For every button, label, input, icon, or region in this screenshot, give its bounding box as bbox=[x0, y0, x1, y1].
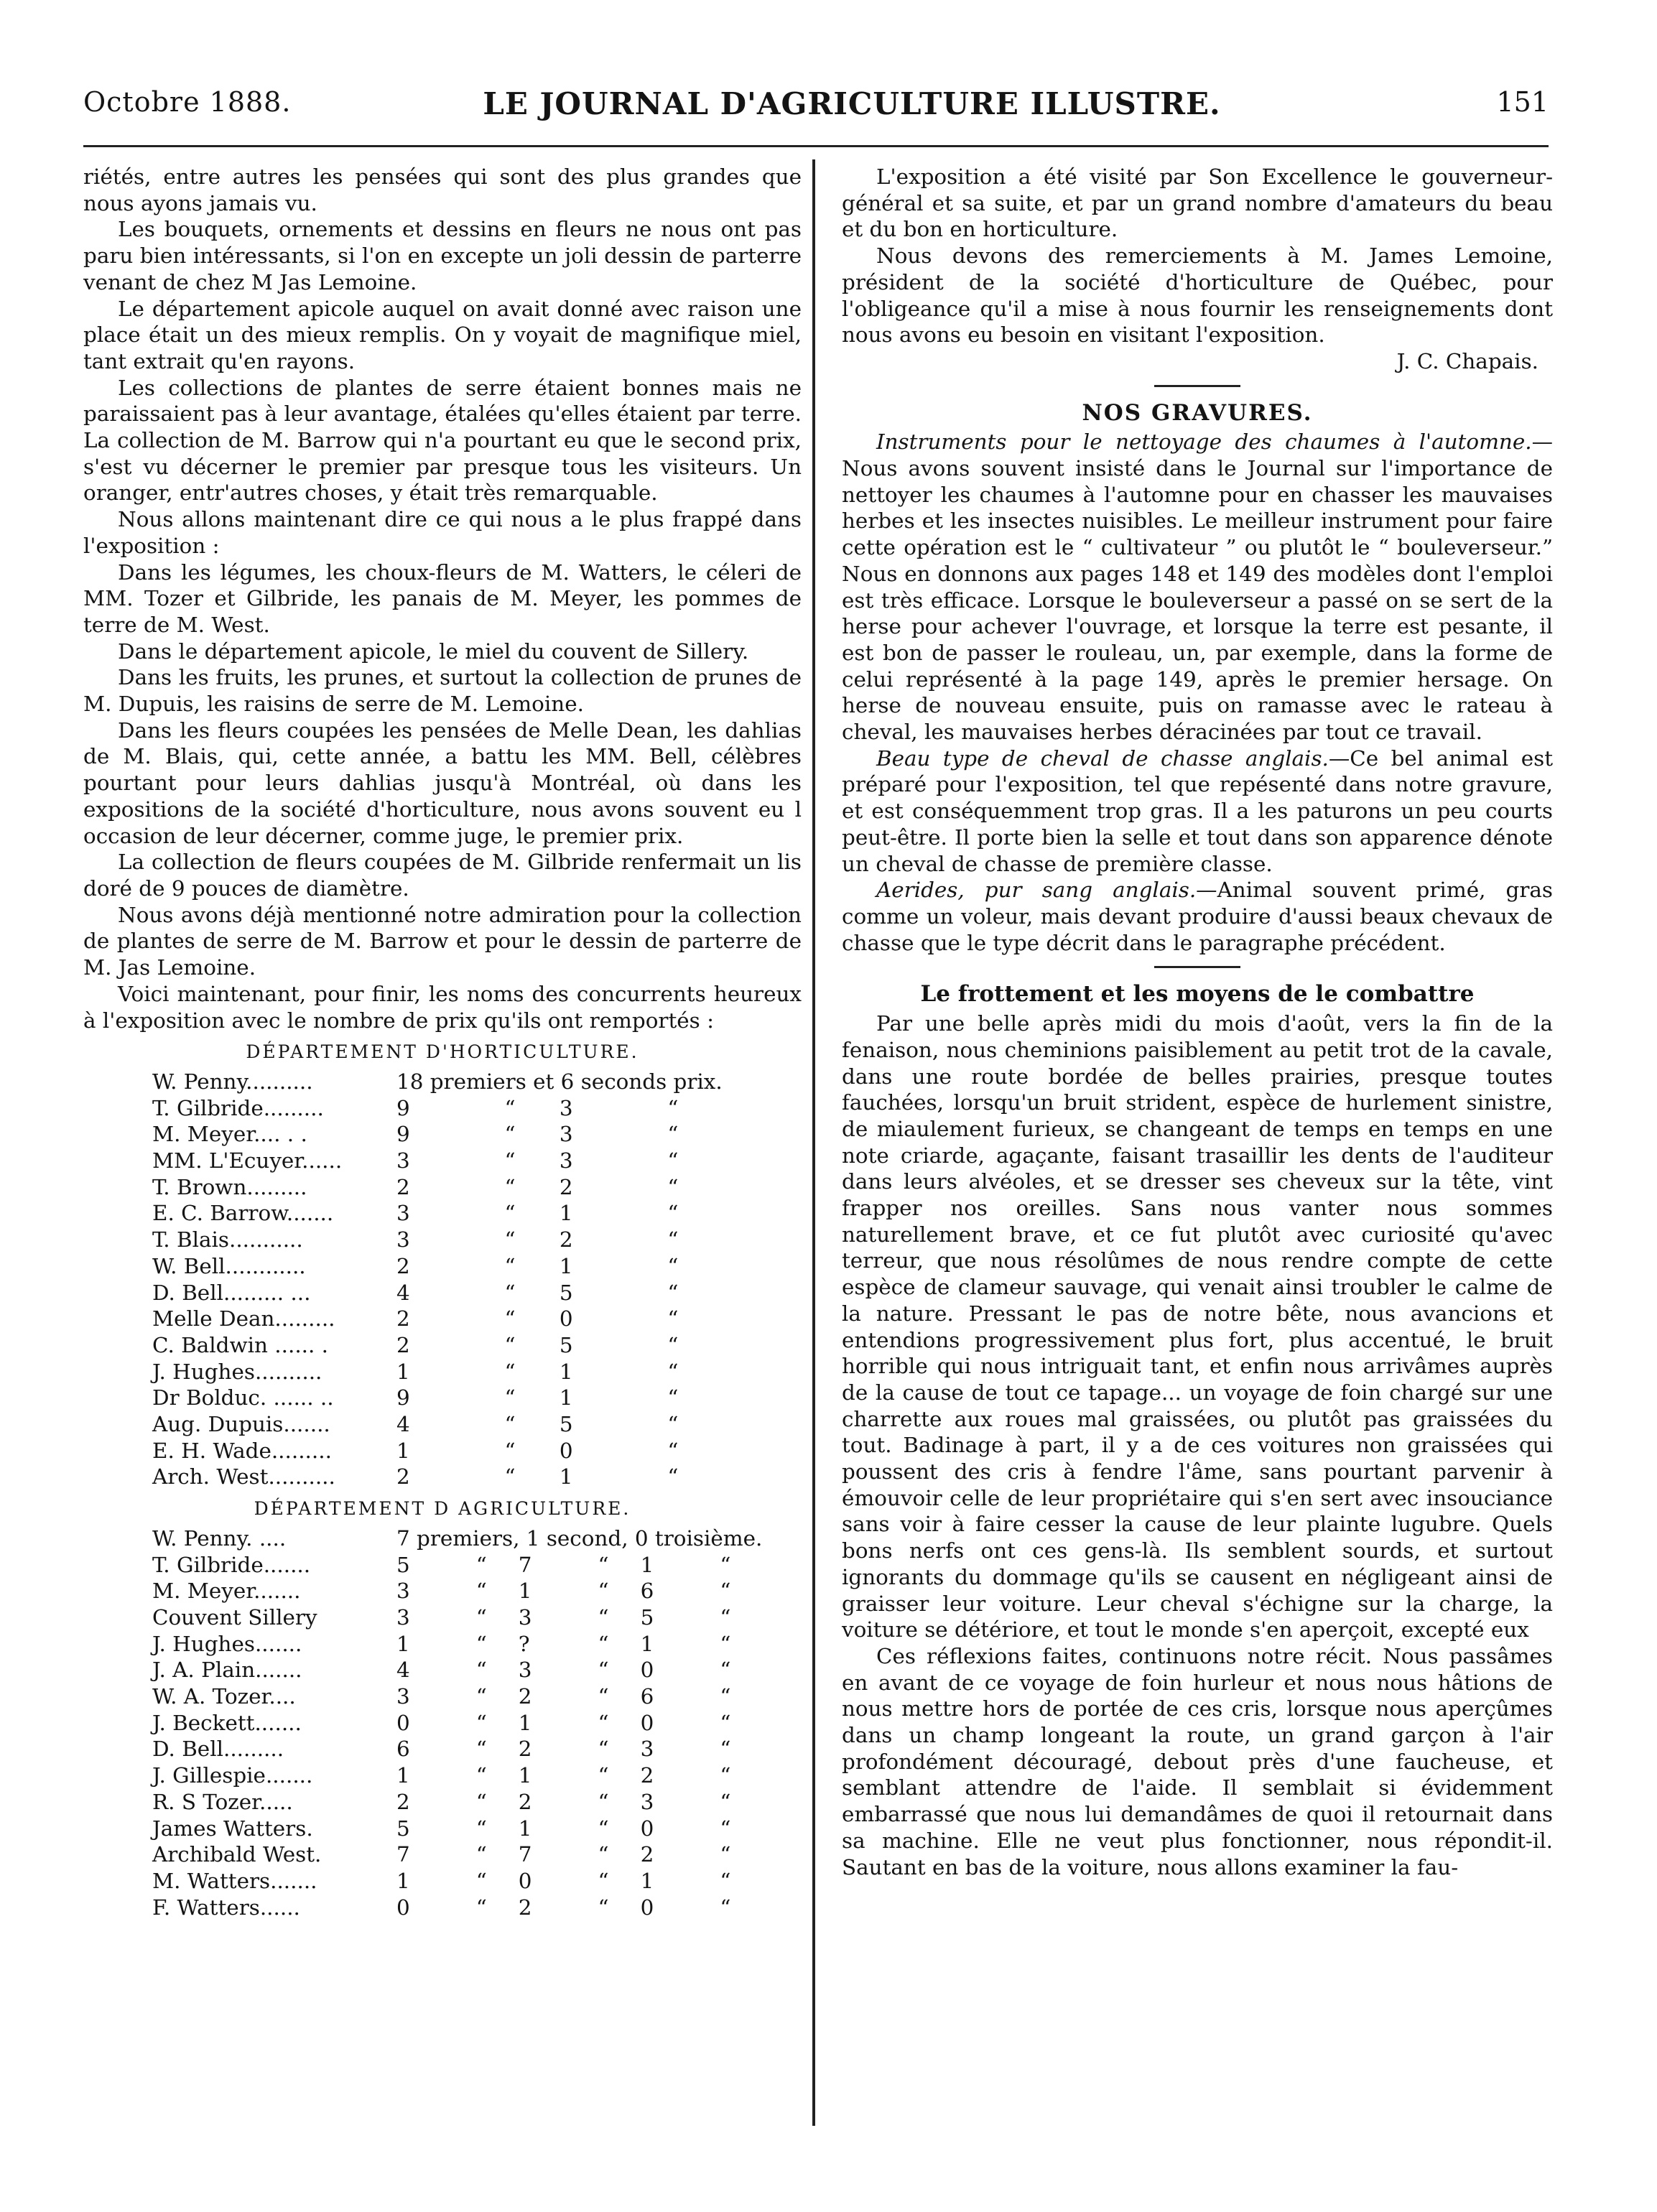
page-header bbox=[83, 86, 1549, 129]
signature: J. C. Chapais. bbox=[1396, 348, 1538, 373]
ditto-mark: “ bbox=[598, 1789, 609, 1814]
section-separator bbox=[1154, 966, 1240, 968]
prize-count: 0 bbox=[396, 1710, 410, 1735]
paragraph: Dans le département apicole, le miel du couvent de Sillery. bbox=[118, 638, 749, 664]
prize-count: 3 bbox=[396, 1148, 410, 1174]
ditto-mark: “ bbox=[667, 1332, 679, 1357]
prize-count: 5 bbox=[640, 1604, 654, 1630]
ditto-mark: “ bbox=[598, 1604, 609, 1630]
prize-count: 0 bbox=[640, 1816, 654, 1841]
prize-count: 6 bbox=[640, 1579, 654, 1604]
ditto-mark: “ bbox=[720, 1579, 731, 1604]
ditto-mark: “ bbox=[504, 1227, 516, 1253]
winner-name: J. Hughes.......... bbox=[152, 1359, 322, 1384]
winner-name: Aug. Dupuis....... bbox=[152, 1412, 330, 1437]
winner-name: W. A. Tozer.... bbox=[152, 1684, 296, 1709]
prize-count: 1 bbox=[396, 1438, 410, 1463]
winner-name: J. Gillespie....... bbox=[152, 1763, 313, 1788]
ditto-mark: “ bbox=[720, 1763, 731, 1788]
table-row bbox=[152, 1683, 762, 1710]
prize-count: 3 bbox=[396, 1604, 410, 1630]
winner-name: W. Penny. .... bbox=[152, 1525, 287, 1551]
prize-count: 3 bbox=[559, 1095, 573, 1120]
table-row bbox=[152, 1762, 762, 1789]
table-row bbox=[152, 1411, 723, 1438]
table-row bbox=[152, 1841, 762, 1868]
table-row bbox=[152, 1227, 723, 1253]
paragraph: Les bouquets, ornements et dessins en fleurs ne nous ont pas paru bien intéressants, si l'on en excepte un joli dessin de parterre venant de chez M Jas Lemoine. bbox=[83, 217, 802, 294]
prize-count: 0 bbox=[559, 1306, 573, 1332]
ditto-mark: “ bbox=[720, 1658, 731, 1683]
prize-count: 3 bbox=[396, 1201, 410, 1226]
ditto-mark: “ bbox=[475, 1789, 487, 1814]
gravures-title: NOS GRAVURES. bbox=[1082, 399, 1313, 426]
prize-count: 0 bbox=[518, 1869, 532, 1893]
right-column bbox=[842, 164, 1553, 1880]
prize-count: 3 bbox=[518, 1658, 532, 1683]
table-row bbox=[152, 1332, 723, 1359]
table-row bbox=[152, 1095, 723, 1122]
prize-count: 2 bbox=[396, 1464, 410, 1490]
prize-count: 1 bbox=[559, 1201, 573, 1226]
ditto-mark: “ bbox=[720, 1789, 731, 1814]
ditto-mark: “ bbox=[598, 1816, 609, 1841]
winner-name: J. Beckett....... bbox=[152, 1710, 302, 1735]
paragraph: Dans les fleurs coupées les pensées de Melle Dean, les dahlias de M. Blais, qui, cette année, a battu les MM. Bell, célèbres pourtant pour leurs dahlias jusqu'à Montréal, où dans les expositions de la société d'horticulture, nous avons souvent eu l occasion de leur décerner, comme juge, le premier prix. bbox=[83, 717, 802, 848]
agriculture-table bbox=[152, 1525, 762, 1921]
table-row bbox=[152, 1359, 723, 1385]
paragraph: Le département apicole auquel on avait donné avec raison une place était un des mieux remplis. On y voyait de magnifique miel, tant extrait qu'en rayons. bbox=[83, 296, 802, 373]
prize-count: 5 bbox=[396, 1552, 410, 1577]
table-row bbox=[152, 1200, 723, 1227]
ditto-mark: “ bbox=[720, 1684, 731, 1709]
prize-count: 2 bbox=[518, 1895, 532, 1920]
paragraph: Voici maintenant, pour finir, les noms des concurrents heureux à l'exposition avec le nombre de prix qu'ils ont remportés : bbox=[83, 981, 802, 1033]
winner-name: W. Bell............ bbox=[152, 1253, 306, 1278]
prize-count: 4 bbox=[396, 1412, 410, 1437]
ditto-mark: “ bbox=[475, 1579, 487, 1604]
prize-count: 5 bbox=[396, 1816, 410, 1841]
prize-count: 4 bbox=[396, 1658, 410, 1683]
ditto-mark: “ bbox=[667, 1253, 679, 1278]
prize-count: 6 bbox=[640, 1684, 654, 1709]
winner-name: M. Meyer....... bbox=[152, 1579, 301, 1604]
ditto-mark: “ bbox=[504, 1148, 516, 1174]
paragraph-title: Instruments pour le nettoyage des chaumes à l'automne. bbox=[876, 429, 1532, 455]
table-row bbox=[152, 1789, 762, 1816]
prize-count: 1 bbox=[396, 1763, 410, 1788]
prize-count: 1 bbox=[396, 1631, 410, 1656]
ditto-mark: “ bbox=[475, 1631, 487, 1656]
winner-name: Couvent Sillery bbox=[152, 1604, 317, 1630]
ditto-mark: “ bbox=[475, 1604, 487, 1630]
winner-name: Arch. West.......... bbox=[152, 1464, 335, 1490]
winner-name: F. Watters...... bbox=[152, 1895, 300, 1920]
prize-count: 9 bbox=[396, 1122, 410, 1147]
ditto-mark: “ bbox=[667, 1438, 679, 1463]
winner-name: J. Hughes....... bbox=[152, 1631, 302, 1656]
paragraph bbox=[842, 745, 1553, 878]
prize-count: 3 bbox=[518, 1604, 532, 1630]
ditto-mark: “ bbox=[667, 1280, 679, 1305]
prize-count: 0 bbox=[640, 1658, 654, 1683]
paragraph: Ces réflexions faites, continuons notre récit. Nous passâmes en avant de ce voyage de foin hurleur et nous nous hâtions de nous mettre hors de portée de ces cris, lorsque nous aperçûmes dans un champ longeant la route, un grand garçon à l'air profondément découragé, debout près d'une faucheuse, et semblant attendre de l'aide. Il semblait si évidemment embarrassé que nous lui demandâmes de quoi il retournait dans sa machine. Elle ne veut plus fonctionner, nous répondit-il. Sautant en bas de la voiture, nous allons examiner la fau- bbox=[842, 1643, 1553, 1879]
winner-name: J. A. Plain....... bbox=[152, 1658, 302, 1683]
ditto-mark: “ bbox=[475, 1552, 487, 1577]
winner-name: Melle Dean......... bbox=[152, 1306, 335, 1332]
ditto-mark: “ bbox=[598, 1684, 609, 1709]
prize-summary: 7 premiers, 1 second, 0 troisième. bbox=[396, 1525, 763, 1551]
ditto-mark: “ bbox=[667, 1122, 679, 1147]
prize-count: 7 bbox=[396, 1842, 410, 1867]
prize-count: 3 bbox=[396, 1227, 410, 1253]
ditto-mark: “ bbox=[720, 1895, 731, 1920]
table-row bbox=[152, 1464, 723, 1490]
header-rule bbox=[83, 145, 1549, 147]
prize-count: 5 bbox=[559, 1280, 573, 1305]
prize-count: 2 bbox=[396, 1253, 410, 1278]
winner-name: M. Meyer.... . . bbox=[152, 1122, 307, 1147]
ditto-mark: “ bbox=[504, 1122, 516, 1147]
prize-count: 2 bbox=[396, 1306, 410, 1332]
paragraph: Nous allons maintenant dire ce qui nous a le plus frappé dans l'exposition : bbox=[83, 507, 802, 558]
header-date: Octobre 1888. bbox=[83, 86, 292, 118]
prize-count: 3 bbox=[640, 1789, 654, 1814]
paragraph: La collection de fleurs coupées de M. Gilbride renfermait un lis doré de 9 pouces de diamètre. bbox=[83, 850, 802, 901]
ditto-mark: “ bbox=[598, 1579, 609, 1604]
table-row bbox=[152, 1306, 723, 1332]
prize-count: ? bbox=[518, 1631, 530, 1656]
prize-count: 7 bbox=[518, 1552, 532, 1577]
prize-count: 0 bbox=[559, 1438, 573, 1463]
ditto-mark: “ bbox=[504, 1464, 516, 1490]
prize-count: 5 bbox=[559, 1332, 573, 1357]
ditto-mark: “ bbox=[504, 1359, 516, 1384]
prize-count: 1 bbox=[559, 1253, 573, 1278]
page-number: 151 bbox=[1496, 86, 1549, 118]
winner-name: T. Gilbride....... bbox=[152, 1552, 311, 1577]
prize-count: 4 bbox=[396, 1280, 410, 1305]
winner-name: James Watters. bbox=[152, 1816, 313, 1841]
paragraph-text: —Animal souvent primé, gras comme un voleur, mais devant produire d'aussi beaux chevaux de chasse que le type décrit dans le paragraphe précédent. bbox=[842, 878, 1553, 955]
ditto-mark: “ bbox=[475, 1658, 487, 1683]
ditto-mark: “ bbox=[720, 1737, 731, 1762]
ditto-mark: “ bbox=[504, 1438, 516, 1463]
horticulture-title: DÉPARTEMENT D'HORTICULTURE. bbox=[246, 1041, 639, 1063]
prize-count: 3 bbox=[396, 1684, 410, 1709]
winner-name: T. Gilbride......... bbox=[152, 1095, 324, 1120]
ditto-mark: “ bbox=[598, 1763, 609, 1788]
ditto-mark: “ bbox=[720, 1552, 731, 1577]
prize-count: 3 bbox=[640, 1737, 654, 1762]
winner-name: R. S Tozer..... bbox=[152, 1789, 293, 1814]
ditto-mark: “ bbox=[504, 1201, 516, 1226]
table-row bbox=[152, 1438, 723, 1464]
ditto-mark: “ bbox=[598, 1869, 609, 1893]
ditto-mark: “ bbox=[598, 1737, 609, 1762]
ditto-mark: “ bbox=[504, 1095, 516, 1120]
winner-name: M. Watters....... bbox=[152, 1869, 317, 1893]
prize-summary: 18 premiers et 6 seconds prix. bbox=[396, 1069, 723, 1094]
paragraph: L'exposition a été visité par Son Excellence le gouverneur-général et sa suite, et par un grand nombre d'amateurs du beau et du bon en horticulture. bbox=[842, 164, 1553, 242]
ditto-mark: “ bbox=[667, 1412, 679, 1437]
prize-count: 1 bbox=[518, 1816, 532, 1841]
prize-count: 6 bbox=[396, 1737, 410, 1762]
prize-count: 0 bbox=[640, 1895, 654, 1920]
ditto-mark: “ bbox=[475, 1763, 487, 1788]
winner-name: E. H. Wade......... bbox=[152, 1438, 332, 1463]
ditto-mark: “ bbox=[667, 1148, 679, 1174]
prize-count: 3 bbox=[396, 1579, 410, 1604]
table-row bbox=[152, 1174, 723, 1201]
ditto-mark: “ bbox=[475, 1816, 487, 1841]
prize-count: 1 bbox=[640, 1631, 654, 1656]
prize-count: 3 bbox=[559, 1148, 573, 1174]
ditto-mark: “ bbox=[667, 1385, 679, 1411]
ditto-mark: “ bbox=[598, 1842, 609, 1867]
ditto-mark: “ bbox=[475, 1710, 487, 1735]
ditto-mark: “ bbox=[667, 1359, 679, 1384]
ditto-mark: “ bbox=[475, 1842, 487, 1867]
ditto-mark: “ bbox=[720, 1710, 731, 1735]
prize-count: 7 bbox=[518, 1842, 532, 1867]
ditto-mark: “ bbox=[667, 1464, 679, 1490]
ditto-mark: “ bbox=[720, 1842, 731, 1867]
table-row bbox=[152, 1657, 762, 1683]
ditto-mark: “ bbox=[667, 1227, 679, 1253]
table-row bbox=[152, 1710, 762, 1737]
winner-name: W. Penny.......... bbox=[152, 1069, 313, 1094]
ditto-mark: “ bbox=[667, 1201, 679, 1226]
horticulture-table bbox=[152, 1069, 723, 1490]
winner-name: T. Blais........... bbox=[152, 1227, 303, 1253]
prize-count: 2 bbox=[559, 1174, 573, 1199]
paragraph-title: Beau type de cheval de chasse anglais. bbox=[876, 745, 1329, 771]
table-row bbox=[152, 1868, 762, 1895]
ditto-mark: “ bbox=[504, 1174, 516, 1199]
table-row bbox=[152, 1069, 723, 1095]
paragraph: Nous avons déjà mentionné notre admiration pour la collection de plantes de serre de M. Barrow et pour le dessin de parterre de M. Jas Lemoine. bbox=[83, 902, 802, 980]
ditto-mark: “ bbox=[475, 1684, 487, 1709]
table-row bbox=[152, 1895, 762, 1921]
prize-count: 2 bbox=[559, 1227, 573, 1253]
table-row bbox=[152, 1525, 762, 1552]
table-row bbox=[152, 1816, 762, 1842]
table-row bbox=[152, 1631, 762, 1658]
ditto-mark: “ bbox=[504, 1332, 516, 1357]
table-row bbox=[152, 1280, 723, 1306]
prize-count: 1 bbox=[518, 1579, 532, 1604]
table-row bbox=[152, 1148, 723, 1174]
table-row bbox=[152, 1121, 723, 1148]
winner-name: Archibald West. bbox=[152, 1842, 322, 1867]
ditto-mark: “ bbox=[720, 1604, 731, 1630]
prize-count: 0 bbox=[396, 1895, 410, 1920]
paragraph-title: Aerides, pur sang anglais. bbox=[876, 878, 1197, 903]
ditto-mark: “ bbox=[598, 1895, 609, 1920]
paragraph bbox=[842, 877, 1553, 956]
winner-name: MM. L'Ecuyer...... bbox=[152, 1148, 343, 1174]
prize-count: 1 bbox=[396, 1869, 410, 1893]
prize-count: 2 bbox=[396, 1332, 410, 1357]
ditto-mark: “ bbox=[667, 1095, 679, 1120]
prize-count: 1 bbox=[640, 1869, 654, 1893]
table-row bbox=[152, 1736, 762, 1762]
ditto-mark: “ bbox=[720, 1816, 731, 1841]
prize-count: 2 bbox=[518, 1737, 532, 1762]
table-row bbox=[152, 1604, 762, 1631]
prize-count: 1 bbox=[559, 1359, 573, 1384]
ditto-mark: “ bbox=[667, 1174, 679, 1199]
prize-count: 2 bbox=[396, 1789, 410, 1814]
ditto-mark: “ bbox=[598, 1658, 609, 1683]
winner-name: T. Brown......... bbox=[152, 1174, 307, 1199]
ditto-mark: “ bbox=[475, 1869, 487, 1893]
table-row bbox=[152, 1578, 762, 1604]
ditto-mark: “ bbox=[475, 1895, 487, 1920]
table-row bbox=[152, 1253, 723, 1280]
column-divider bbox=[812, 159, 815, 2126]
prize-count: 1 bbox=[518, 1763, 532, 1788]
prize-count: 2 bbox=[640, 1842, 654, 1867]
paragraph: Par une belle après midi du mois d'août, vers la fin de la fenaison, nous cheminions paisiblement au petit trot de la cavale, dans une route bordée de belles prairies, presque toutes fauchées, lorsqu'un bruit strident, espèce de hurlement sinistre, de miaulement furieux, se changeant de temps en temps en une note criarde, agaçante, faisant trasaillir les dents de l'auditeur dans leurs alvéoles, et se dresser ses cheveux sur la tête, vint frapper nos oreilles. Sans nous vanter nous sommes naturellement brave, et ce fut plutôt avec curiosité qu'avec terreur, que nous résolûmes de nous rendre compte de cette espèce de clameur sauvage, qui venait ainsi troubler le calme de la nature. Pressant le pas de notre bête, nous avancions et entendions progressivement plus fort, plus accentué, le bruit horrible qui nous intriguait tant, et enfin nous arrivâmes auprès de la cause de tout ce tapage... un voyage de foin chargé sur une charrette aux roues mal graissées, ou plutôt pas graissées du tout. Badinage à part, il y a de ces voitures non graissées qui poussent des cris à fendre l'âme, sans pourtant parvenir à émouvoir celle de leur propriétaire qui s'en sert avec insouciance sans voir à faire cesser la cause de leur plainte lugubre. Quels bons nerfs ont ces gens-là. Ils semblent sourds, et surtout ignorants du dommage qu'ils se causent en négligeant ainsi de graisser leur voiture. Leur cheval s'échigne sur la charge, la voiture se détériore, et tout le monde s'en aperçoit, excepté eux bbox=[842, 1011, 1553, 1642]
frottement-title: Le frottement et les moyens de le combattre bbox=[920, 981, 1475, 1008]
winner-name: C. Baldwin ...... . bbox=[152, 1332, 329, 1357]
ditto-mark: “ bbox=[598, 1631, 609, 1656]
paragraph-text: —Nous avons souvent insisté dans le Journal sur l'importance de nettoyer les chaumes à l'automne pour en chasser les mauvaises herbes et les insectes nuisibles. Le meilleur instrument pour faire cette opération est le “ cultivateur ” ou plutôt le “ bouleverseur.” Nous en donnons aux pages 148 et 149 des modèles dont l'emploi est très efficace. Lorsque le bouleverseur a passé on se sert de la herse pour achever l'ouvrage, et lorsque la terre est pesante, il est bon de passer le rouleau, un, par exemple, dans la forme de celui représenté à la page 149, après le premier hersage. On herse de nouveau ensuite, puis on ramasse avec le rateau à cheval, les mauvaises herbes déracinées par tout ce travail. bbox=[842, 429, 1553, 745]
ditto-mark: “ bbox=[720, 1631, 731, 1656]
agriculture-title: DÉPARTEMENT D AGRICULTURE. bbox=[254, 1498, 631, 1520]
left-column bbox=[83, 164, 802, 1920]
prize-count: 2 bbox=[518, 1684, 532, 1709]
table-row bbox=[152, 1552, 762, 1579]
prize-count: 2 bbox=[640, 1763, 654, 1788]
prize-count: 1 bbox=[559, 1385, 573, 1411]
ditto-mark: “ bbox=[504, 1253, 516, 1278]
paragraph-text: —Ce bel animal est préparé pour l'exposition, tel que repésenté dans notre gravure, et est conséquemment trop gras. Il a les paturons un peu courts peut-être. Il porte bien la selle et tout dans son apparence dénote un cheval de chasse de première classe. bbox=[842, 745, 1554, 876]
prize-count: 1 bbox=[396, 1359, 410, 1384]
prize-count: 0 bbox=[640, 1710, 654, 1735]
paragraph: Dans les fruits, les prunes, et surtout la collection de prunes de M. Dupuis, les raisins de serre de M. Lemoine. bbox=[83, 665, 802, 717]
paragraph: Dans les légumes, les choux-fleurs de M. Watters, le céleri de MM. Tozer et Gilbride, les panais de M. Meyer, les pommes de terre de M. West. bbox=[83, 559, 802, 637]
ditto-mark: “ bbox=[598, 1710, 609, 1735]
winner-name: D. Bell......... ... bbox=[152, 1280, 311, 1305]
table-row bbox=[152, 1385, 723, 1411]
paragraph: riétés, entre autres les pensées qui sont des plus grandes que nous ayons jamais vu. bbox=[83, 164, 802, 215]
journal-title: LE JOURNAL D'AGRICULTURE ILLUSTRE. bbox=[483, 86, 1221, 121]
winner-name: D. Bell......... bbox=[152, 1737, 284, 1762]
prize-count: 9 bbox=[396, 1385, 410, 1411]
section-separator bbox=[1154, 385, 1240, 387]
prize-count: 5 bbox=[559, 1412, 573, 1437]
ditto-mark: “ bbox=[504, 1306, 516, 1332]
ditto-mark: “ bbox=[667, 1306, 679, 1332]
prize-count: 3 bbox=[559, 1122, 573, 1147]
paragraph: Nous devons des remerciements à M. James Lemoine, président de la société d'horticulture de Québec, pour l'obligeance qu'il a mise à nous fournir les renseignements dont nous avons eu besoin en visitant l'exposition. bbox=[842, 243, 1553, 348]
winner-name: Dr Bolduc. ...... .. bbox=[152, 1385, 334, 1411]
ditto-mark: “ bbox=[475, 1737, 487, 1762]
ditto-mark: “ bbox=[504, 1412, 516, 1437]
paragraph bbox=[842, 429, 1553, 745]
ditto-mark: “ bbox=[504, 1385, 516, 1411]
prize-count: 1 bbox=[640, 1552, 654, 1577]
prize-count: 2 bbox=[518, 1789, 532, 1814]
prize-count: 9 bbox=[396, 1095, 410, 1120]
prize-count: 2 bbox=[396, 1174, 410, 1199]
ditto-mark: “ bbox=[504, 1280, 516, 1305]
prize-count: 1 bbox=[518, 1710, 532, 1735]
winner-name: E. C. Barrow....... bbox=[152, 1201, 334, 1226]
paragraph: Les collections de plantes de serre étaient bonnes mais ne paraissaient pas à leur avantage, étalées qu'elles étaient par terre. La collection de M. Barrow qui n'a pourtant eu que le second prix, s'est vu décerner le premier par presque tous les visiteurs. Un oranger, entr'autres choses, y était très remarquable. bbox=[83, 375, 802, 506]
ditto-mark: “ bbox=[598, 1552, 609, 1577]
prize-count: 1 bbox=[559, 1464, 573, 1490]
ditto-mark: “ bbox=[720, 1869, 731, 1893]
